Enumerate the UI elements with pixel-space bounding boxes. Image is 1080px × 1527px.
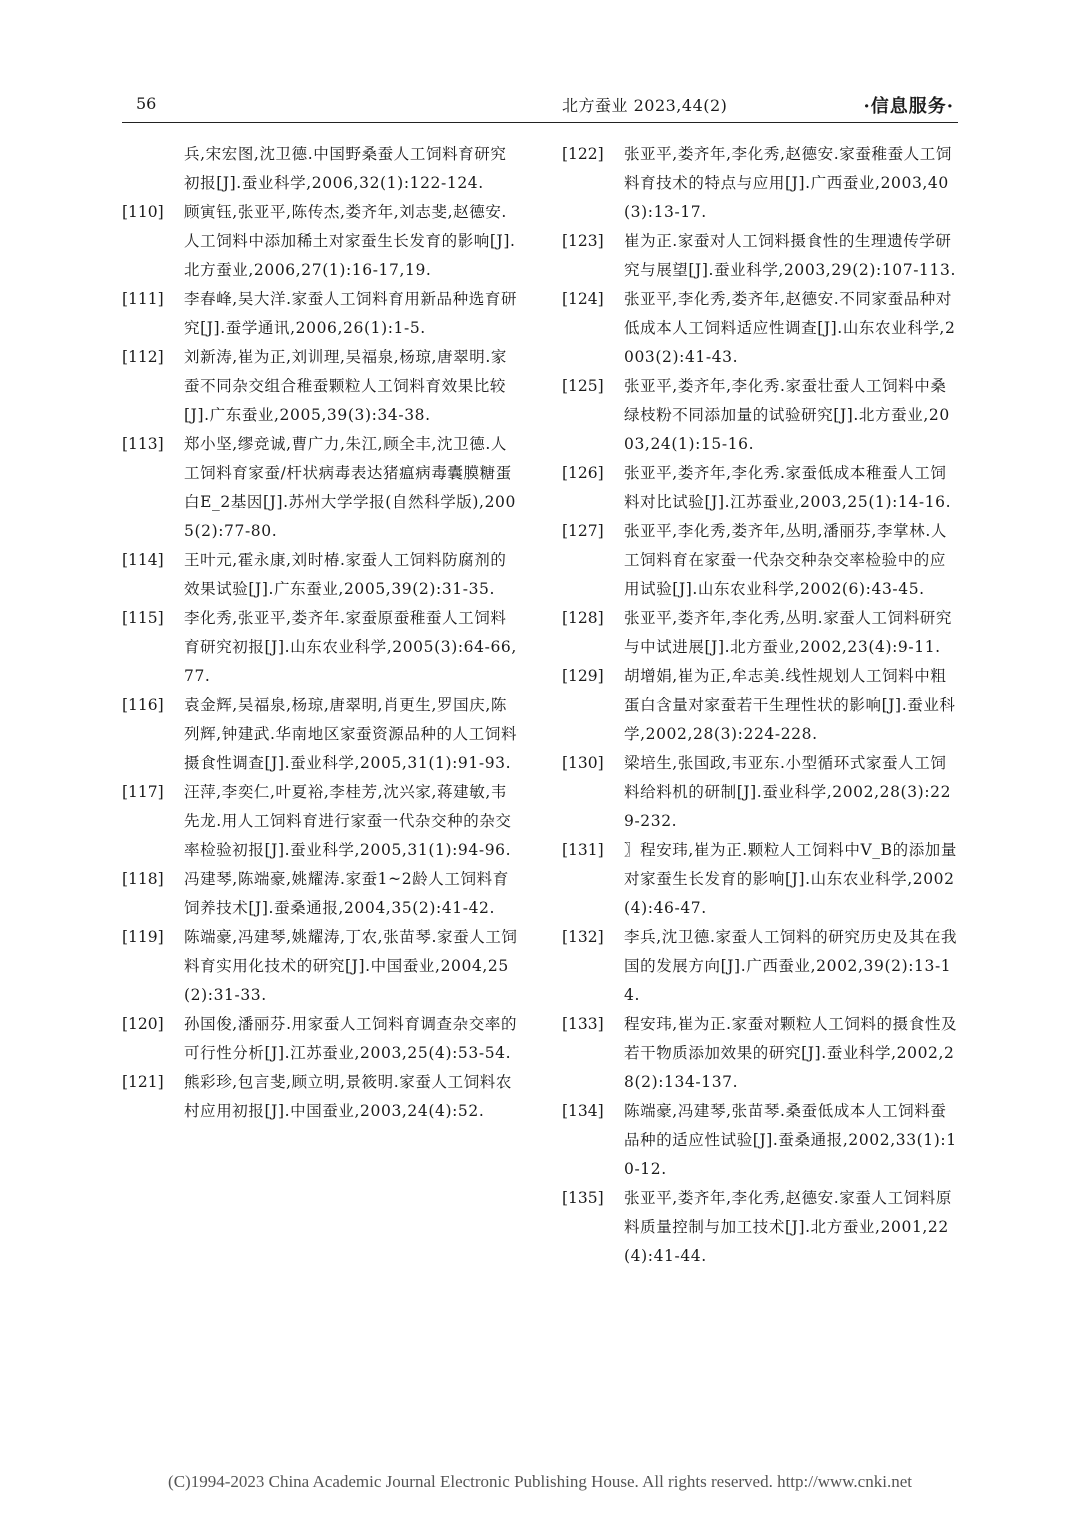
reference-text: 陈端豪,冯建琴,张苗琴.桑蚕低成本人工饲料蚕品种的适应性试验[J].蚕桑通报,2002,33(1):10-12. — [624, 1102, 957, 1178]
reference-text: 王叶元,霍永康,刘时椿.家蚕人工饲料防腐剂的效果试验[J].广东蚕业,2005,39(2):31-35. — [184, 551, 507, 598]
reference-text: 郑小坚,缪竞诚,曹广力,朱江,顾全丰,沈卫德.人工饲料育家蚕/杆状病毒表达猪瘟病毒囊膜糖蛋白E_2基因[J].苏州大学学报(自然科学版),2005(2):77-80. — [184, 435, 516, 540]
reference-number: [119] — [122, 928, 164, 946]
section-title: ·信息服务· — [863, 96, 954, 117]
reference-item — [122, 430, 522, 546]
reference-text: 袁金辉,吴福泉,杨琼,唐翠明,肖更生,罗国庆,陈列辉,钟建武.华南地区家蚕资源品种的人工饲料摄食性调查[J].蚕业科学,2005,31(1):91-93. — [184, 696, 518, 772]
reference-text: 李春峰,吴大洋.家蚕人工饲料育用新品种选育研究[J].蚕学通讯,2006,26(1):1-5. — [184, 290, 518, 337]
reference-item — [562, 923, 962, 1010]
reference-item — [562, 459, 962, 517]
reference-text: 李化秀,张亚平,娄齐年.家蚕原蚕稚蚕人工饲料育研究初报[J].山东农业科学,2005(3):64-66,77. — [184, 609, 517, 685]
reference-number: [123] — [562, 232, 604, 250]
reference-number: [135] — [562, 1189, 604, 1207]
reference-item — [122, 1010, 522, 1068]
journal-title: 北方蚕业 2023,44(2) — [562, 96, 728, 115]
reference-text: 胡增娟,崔为正,牟志美.线性规划人工饲料中粗蛋白含量对家蚕若干生理性状的影响[J].蚕业科学,2002,28(3):224-228. — [624, 667, 956, 743]
reference-text: 陈端豪,冯建琴,姚耀涛,丁农,张苗琴.家蚕人工饲料育实用化技术的研究[J].中国蚕业,2004,25(2):31-33. — [184, 928, 518, 1004]
reference-number: [124] — [562, 290, 604, 308]
reference-number: [133] — [562, 1015, 604, 1033]
left-reference-column — [122, 140, 522, 1126]
reference-text: 张亚平,娄齐年,李化秀.家蚕低成本稚蚕人工饲料对比试验[J].江苏蚕业,2003,25(1):14-16. — [624, 464, 952, 511]
reference-number: [129] — [562, 667, 604, 685]
reference-text: 兵,宋宏图,沈卫德.中国野桑蚕人工饲料育研究初报[J].蚕业科学,2006,32(1):122-124. — [184, 145, 507, 192]
reference-text: 张亚平,李化秀,娄齐年,丛明,潘丽芬,李掌林.人工饲料育在家蚕一代杂交种杂交率检验中的应用试验[J].山东农业科学,2002(6):43-45. — [624, 522, 947, 598]
reference-number: [110] — [122, 203, 164, 221]
reference-number: [128] — [562, 609, 604, 627]
page-number: 56 — [136, 94, 157, 113]
reference-item — [122, 865, 522, 923]
reference-number: [130] — [562, 754, 604, 772]
page-header — [122, 92, 958, 123]
reference-text: 张亚平,娄齐年,李化秀,赵德安.家蚕人工饲料原料质量控制与加工技术[J].北方蚕业,2001,22(4):41-44. — [624, 1189, 953, 1265]
reference-text: 李兵,沈卫德.家蚕人工饲料的研究历史及其在我国的发展方向[J].广西蚕业,2002,39(2):13-14. — [624, 928, 958, 1004]
reference-number: [134] — [562, 1102, 604, 1120]
reference-item — [562, 1097, 962, 1184]
reference-item — [562, 227, 962, 285]
reference-text: 熊彩珍,包言斐,顾立明,景筱明.家蚕人工饲料农村应用初报[J].中国蚕业,2003,24(4):52. — [184, 1073, 513, 1120]
reference-number: [126] — [562, 464, 604, 482]
reference-number: [113] — [122, 435, 164, 453]
reference-text: 程安玮,崔为正.家蚕对颗粒人工饲料的摄食性及若干物质添加效果的研究[J].蚕业科学,2002,28(2):134-137. — [624, 1015, 958, 1091]
reference-number: [111] — [122, 290, 164, 308]
reference-text: 张亚平,娄齐年,李化秀.家蚕壮蚕人工饲料中桑绿枝粉不同添加量的试验研究[J].北方蚕业,2003,24(1):15-16. — [624, 377, 950, 453]
reference-number: [122] — [562, 145, 604, 163]
reference-item — [122, 923, 522, 1010]
reference-item — [122, 198, 522, 285]
reference-number: [131] — [562, 841, 604, 859]
reference-item — [122, 285, 522, 343]
copyright-footer: (C)1994-2023 China Academic Journal Electronic Publishing House. All rights reserved. http://www.cnki.net — [168, 1472, 912, 1491]
reference-text: 崔为正.家蚕对人工饲料摄食性的生理遗传学研究与展望[J].蚕业科学,2003,29(2):107-113. — [624, 232, 956, 279]
reference-item — [562, 604, 962, 662]
reference-text: 刘新涛,崔为正,刘训理,吴福泉,杨琼,唐翠明.家蚕不同杂交组合稚蚕颗粒人工饲料育效果比较[J].广东蚕业,2005,39(3):34-38. — [184, 348, 507, 424]
reference-item — [562, 836, 962, 923]
reference-text: 〗程安玮,崔为正.颗粒人工饲料中V_B的添加量对家蚕生长发育的影响[J].山东农业科学,2002(4):46-47. — [624, 841, 957, 917]
reference-text: 张亚平,娄齐年,李化秀,赵德安.家蚕稚蚕人工饲料育技术的特点与应用[J].广西蚕业,2003,40(3):13-17. — [624, 145, 953, 221]
reference-item — [562, 517, 962, 604]
reference-text: 汪萍,李奕仁,叶夏裕,李桂芳,沈兴家,蒋建敏,韦先龙.用人工饲料育进行家蚕一代杂交种的杂交率检验初报[J].蚕业科学,2005,31(1):94-96. — [184, 783, 512, 859]
reference-text: 张亚平,李化秀,娄齐年,赵德安.不同家蚕品种对低成本人工饲料适应性调查[J].山东农业科学,2003(2):41-43. — [624, 290, 956, 366]
reference-number: [118] — [122, 870, 164, 888]
reference-item — [122, 691, 522, 778]
reference-text: 梁培生,张国政,韦亚东.小型循环式家蚕人工饲料给料机的研制[J].蚕业科学,2002,28(3):229-232. — [624, 754, 952, 830]
reference-number: [121] — [122, 1073, 164, 1091]
reference-number: [114] — [122, 551, 164, 569]
reference-text: 顾寅钰,张亚平,陈传杰,娄齐年,刘志斐,赵德安.人工饲料中添加稀土对家蚕生长发育的影响[J].北方蚕业,2006,27(1):16-17,19. — [184, 203, 516, 279]
reference-text: 孙国俊,潘丽芬.用家蚕人工饲料育调查杂交率的可行性分析[J].江苏蚕业,2003,25(4):53-54. — [184, 1015, 518, 1062]
reference-text: 冯建琴,陈端豪,姚耀涛.家蚕1~2龄人工饲料育饲养技术[J].蚕桑通报,2004,35(2):41-42. — [184, 870, 509, 917]
reference-item — [122, 778, 522, 865]
reference-item — [562, 285, 962, 372]
reference-item — [562, 662, 962, 749]
reference-number: [120] — [122, 1015, 164, 1033]
reference-text: 张亚平,娄齐年,李化秀,丛明.家蚕人工饲料研究与中试进展[J].北方蚕业,2002,23(4):9-11. — [624, 609, 953, 656]
reference-number: [127] — [562, 522, 604, 540]
reference-number: [117] — [122, 783, 164, 801]
reference-item — [562, 749, 962, 836]
reference-item — [122, 140, 522, 198]
reference-number: [132] — [562, 928, 604, 946]
reference-number — [122, 140, 184, 198]
reference-number: [115] — [122, 609, 164, 627]
right-reference-column — [562, 140, 962, 1271]
reference-item — [122, 1068, 522, 1126]
reference-number: [112] — [122, 348, 164, 366]
reference-item — [562, 1184, 962, 1271]
reference-number: [125] — [562, 377, 604, 395]
reference-item — [562, 372, 962, 459]
reference-number: [116] — [122, 696, 164, 714]
reference-item — [122, 546, 522, 604]
reference-item — [562, 1010, 962, 1097]
reference-item — [562, 140, 962, 227]
reference-item — [122, 343, 522, 430]
reference-item — [122, 604, 522, 691]
